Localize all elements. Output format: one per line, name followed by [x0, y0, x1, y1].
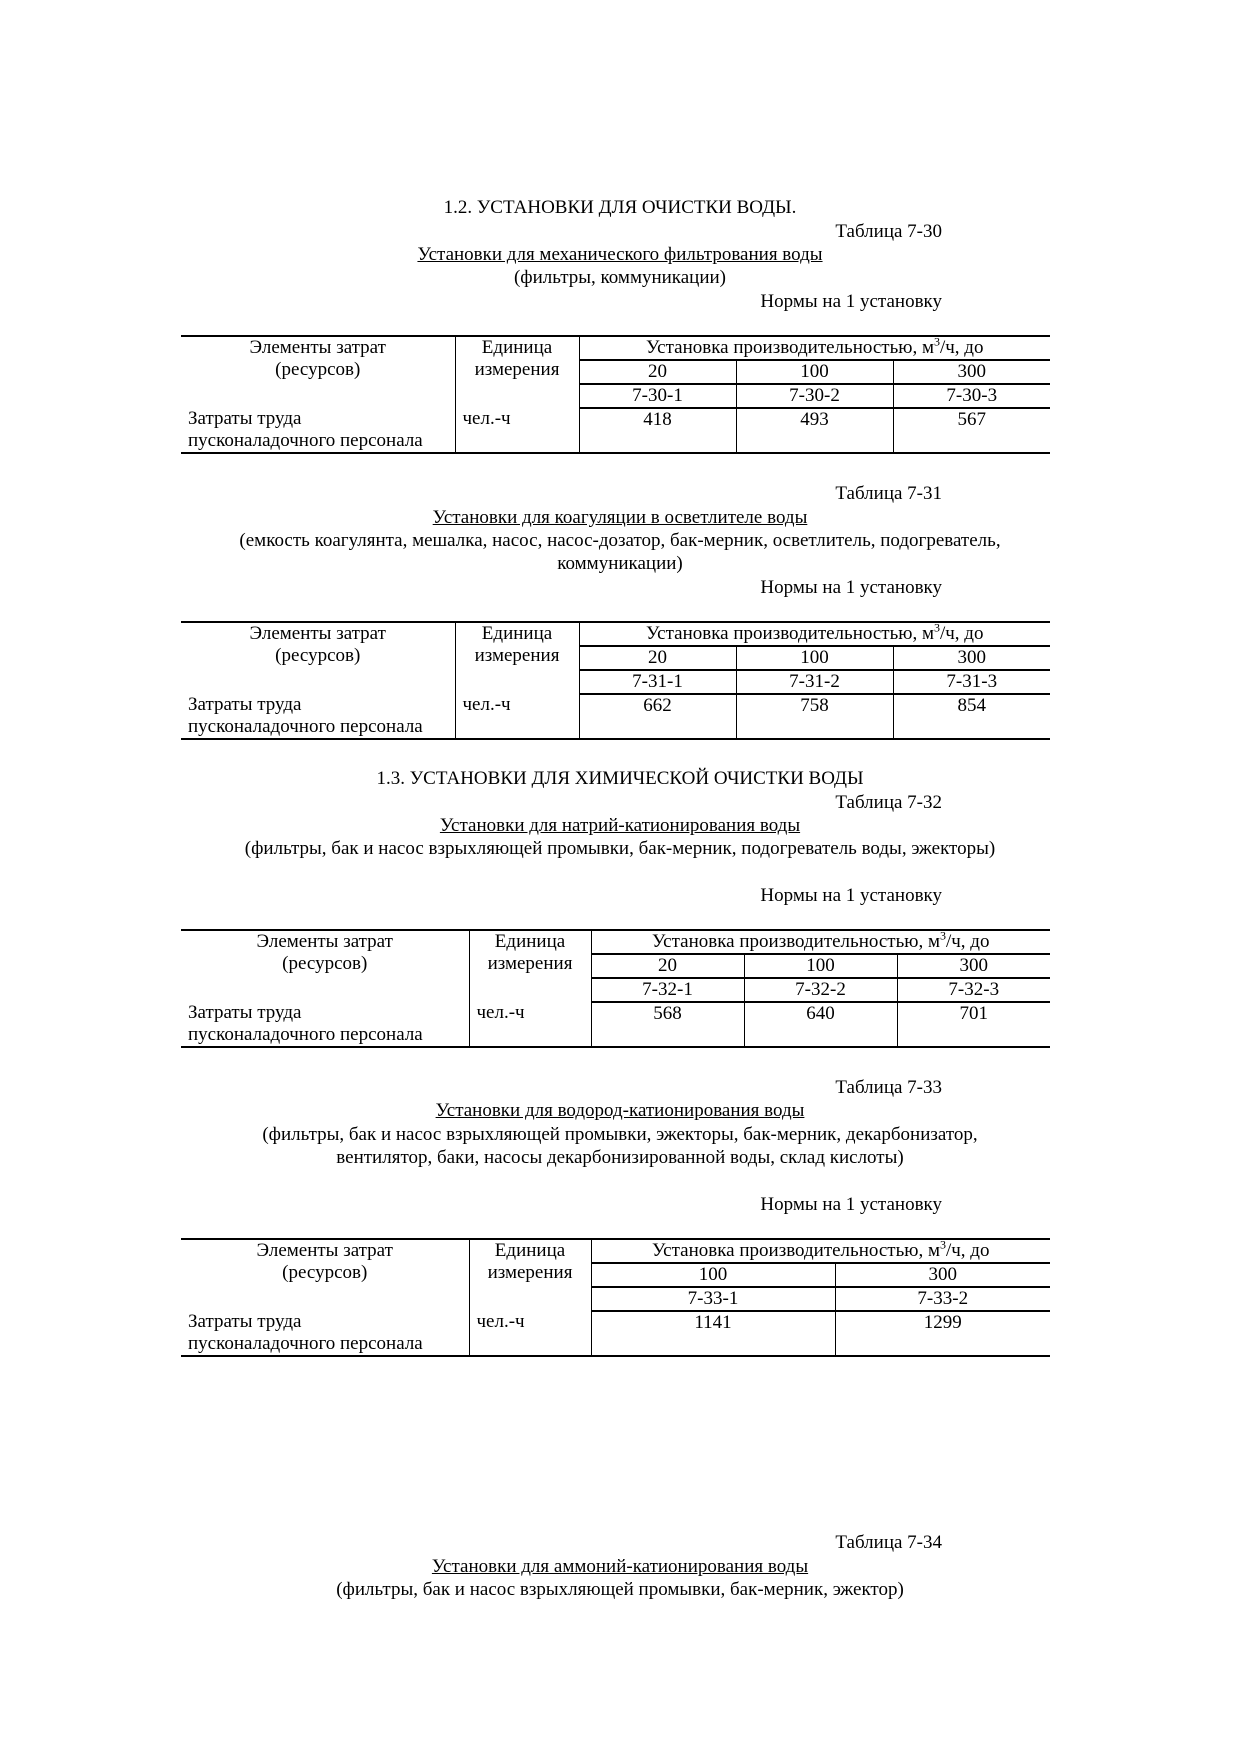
norm-value: 640	[744, 1002, 897, 1047]
row-unit: чел.-ч	[455, 408, 579, 453]
header-elements: Элементы затрат (ресурсов)	[181, 622, 455, 694]
header-unit: Единица измерения	[469, 1239, 591, 1311]
header-unit: Единица измерения	[455, 622, 579, 694]
header-elements: Элементы затрат (ресурсов)	[181, 336, 455, 408]
row-unit: чел.-ч	[469, 1002, 591, 1047]
norms-table-7-32	[181, 929, 1050, 1048]
norm-code: 7-30-3	[893, 384, 1050, 408]
header-capacity: Установка производительностью, $м^3/ч$, до	[579, 622, 1050, 646]
table-label: Таблица 7-31	[835, 483, 942, 504]
table-description: (емкость коагулянта, мешалка, насос, насос-дозатор, бак-мерник, осветлитель, подогреватель,	[239, 530, 1001, 551]
norms-table-7-30	[181, 335, 1050, 454]
table-label: Таблица 7-30	[835, 221, 942, 242]
norm-value: 1141	[591, 1311, 835, 1356]
norm-value: 568	[591, 1002, 744, 1047]
capacity-value: 20	[591, 954, 744, 978]
table-title: Установки для натрий-катионирования воды	[439, 815, 801, 836]
table-description: (фильтры, бак и насос взрыхляющей промывки, бак-мерник, подогреватель воды, эжекторы)	[244, 838, 996, 859]
norm-code: 7-32-3	[897, 978, 1050, 1002]
capacity-value: 20	[579, 646, 736, 670]
row-label: Затраты труда пусконаладочного персонала	[181, 1002, 469, 1047]
header-unit: Единица измерения	[469, 930, 591, 1002]
table-description: вентилятор, баки, насосы декарбонизированной воды, склад кислоты)	[336, 1147, 904, 1168]
table-title: Установки для коагуляции в осветлителе воды	[432, 507, 808, 528]
table-title: Установки для механического фильтрования воды	[417, 244, 823, 265]
section-heading: 1.3. УСТАНОВКИ ДЛЯ ХИМИЧЕСКОЙ ОЧИСТКИ ВОДЫ	[376, 768, 864, 789]
norm-value: 662	[579, 694, 736, 739]
capacity-value: 20	[579, 360, 736, 384]
capacity-value: 100	[744, 954, 897, 978]
norms-table-7-33	[181, 1238, 1050, 1357]
capacity-value: 100	[736, 646, 893, 670]
header-elements: Элементы затрат (ресурсов)	[181, 1239, 469, 1311]
norm-code: 7-32-1	[591, 978, 744, 1002]
norm-value: 567	[893, 408, 1050, 453]
norm-code: 7-33-1	[591, 1287, 835, 1311]
capacity-value: 100	[591, 1263, 835, 1287]
capacity-value: 300	[835, 1263, 1050, 1287]
capacity-value: 300	[897, 954, 1050, 978]
row-label: Затраты труда пусконаладочного персонала	[181, 408, 455, 453]
row-unit: чел.-ч	[469, 1311, 591, 1356]
capacity-value: 300	[893, 360, 1050, 384]
table-label: Таблица 7-32	[835, 792, 942, 813]
norms-note: Нормы на 1 установку	[760, 577, 942, 598]
capacity-value: 300	[893, 646, 1050, 670]
norm-code: 7-33-2	[835, 1287, 1050, 1311]
table-label: Таблица 7-33	[835, 1077, 942, 1098]
header-capacity: Установка производительностью, $м^3/ч$, до	[591, 1239, 1050, 1263]
header-unit: Единица измерения	[455, 336, 579, 408]
norms-note: Нормы на 1 установку	[760, 1194, 942, 1215]
table-description: (фильтры, коммуникации)	[513, 267, 727, 288]
table-title: Установки для водород-катионирования воды	[435, 1100, 805, 1121]
table-description: (фильтры, бак и насос взрыхляющей промывки, бак-мерник, эжектор)	[336, 1579, 904, 1600]
norm-code: 7-30-1	[579, 384, 736, 408]
row-label: Затраты труда пусконаладочного персонала	[181, 694, 455, 739]
norm-value: 854	[893, 694, 1050, 739]
table-title: Установки для аммоний-катионирования воды	[431, 1556, 809, 1577]
row-unit: чел.-ч	[455, 694, 579, 739]
norm-value: 758	[736, 694, 893, 739]
norm-value: 1299	[835, 1311, 1050, 1356]
header-capacity: Установка производительностью, $м^3/ч$, до	[579, 336, 1050, 360]
norm-code: 7-31-3	[893, 670, 1050, 694]
section-heading: 1.2. УСТАНОВКИ ДЛЯ ОЧИСТКИ ВОДЫ.	[443, 197, 797, 218]
norm-value: 418	[579, 408, 736, 453]
norm-code: 7-30-2	[736, 384, 893, 408]
norms-table-7-31	[181, 621, 1050, 740]
norm-code: 7-31-1	[579, 670, 736, 694]
table-label: Таблица 7-34	[835, 1532, 942, 1553]
header-elements: Элементы затрат (ресурсов)	[181, 930, 469, 1002]
norm-code: 7-32-2	[744, 978, 897, 1002]
table-description: коммуникации)	[557, 553, 683, 574]
norms-note: Нормы на 1 установку	[760, 885, 942, 906]
capacity-value: 100	[736, 360, 893, 384]
norm-code: 7-31-2	[736, 670, 893, 694]
norms-note: Нормы на 1 установку	[760, 291, 942, 312]
row-label: Затраты труда пусконаладочного персонала	[181, 1311, 469, 1356]
table-description: (фильтры, бак и насос взрыхляющей промывки, эжекторы, бак-мерник, декарбонизатор,	[262, 1124, 978, 1145]
header-capacity: Установка производительностью, $м^3/ч$, до	[591, 930, 1050, 954]
norm-value: 701	[897, 1002, 1050, 1047]
norm-value: 493	[736, 408, 893, 453]
